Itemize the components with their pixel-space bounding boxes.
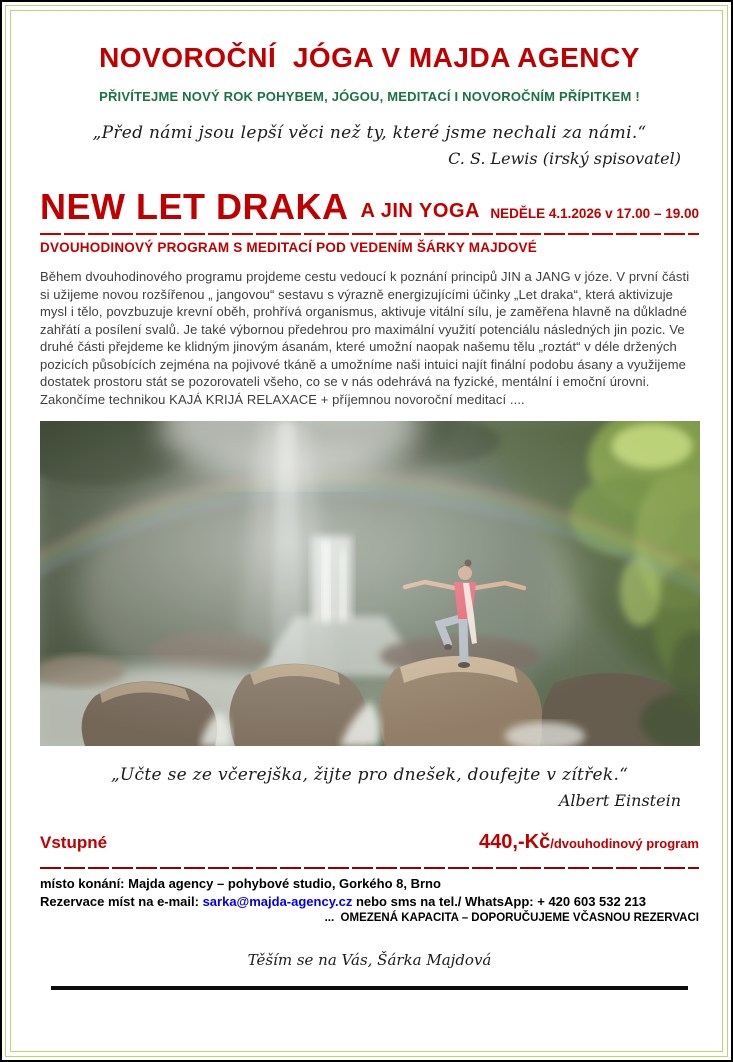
event-heading-row <box>40 186 699 227</box>
pricing-row <box>40 831 699 854</box>
event-subheading: DVOUHODINOVÝ PROGRAM S MEDITACÍ POD VEDENÍM ŠÁRKY MAJDOVÉ <box>40 240 537 255</box>
capacity-note: ... OMEZENÁ KAPACITA – DOPORUČUJEME VČASNOU REZERVACI <box>324 912 699 924</box>
venue-line <box>40 876 699 891</box>
divider-red <box>40 233 699 235</box>
bottom-rule <box>51 986 688 990</box>
event-datetime: NEDĚLE 4.1.2026 v 17.00 – 19.00 <box>490 206 699 221</box>
reservation-prefix: Rezervace míst na e-mail: <box>40 894 203 909</box>
pricing-label: Vstupné <box>40 833 108 852</box>
event-title-sub: A JIN YOGA <box>360 200 480 222</box>
page-title: NOVOROČNÍ JÓGA V MAJDA AGENCY <box>99 42 640 73</box>
quote-einstein-text: „Učte se ze včerejška, žijte pro dnešek, doufejte v zítřek.“ <box>110 765 629 785</box>
quote-lewis-author: C. S. Lewis (irský spisovatel) <box>448 149 681 168</box>
flyer-content <box>2 2 731 1060</box>
quote-lewis-text: „Před námi jsou lepší věci než ty, které jsme nechali za námi.“ <box>92 123 647 143</box>
pricing-suffix: /dvouhodinový program <box>550 836 699 851</box>
closing-signature: Těším se na Vás, Šárka Majdová <box>247 951 492 969</box>
venue-label: místo konání: <box>40 876 125 891</box>
event-title-main: NEW LET DRAKA <box>40 186 349 227</box>
reservation-email-link[interactable]: sarka@majda-agency.cz <box>202 894 353 909</box>
quote-einstein-author: Albert Einstein <box>558 791 681 810</box>
divider-dark-red <box>40 867 699 869</box>
page-subtitle: PŘIVÍTEJME NOVÝ ROK POHYBEM, JÓGOU, MEDITACÍ I NOVOROČNÍM PŘÍPITKEM ! <box>99 89 640 104</box>
pricing-amount: 440,-Kč <box>479 831 551 853</box>
venue-value: Majda agency – pohybové studio, Gorkého 8, Brno <box>124 876 441 891</box>
reservation-suffix: nebo sms na tel./ WhatsApp: + 420 603 532 213 <box>352 894 647 909</box>
event-description: Během dvouhodinového programu projdeme cestu vedoucí k poznání principů JIN a JANG v józe. V první části si užijeme novou rozšířenou „ jangovou“ sestavu s výrazně energizujícími účinky „Let draka“, která aktivizuje mysl i tělo, povzbuzuje krevní oběh, prohřívá organismus, aktivuje vitální sílu, je zaměřena hlavně na důkladné zahřátí a posílení svalů. Je také výbornou předehrou pro maximální využití potenciálu následných jin pozic. Ve druhé části přejdeme ke klidným jinovým ásanám, které umožní naopak našemu tělu „roztát“ v déle držených pozicích působících zejména na pojivové tkáně a umožníme naši intuici najít finální podobu ásany a využijeme dostatek prostoru stát se pozorovateli všeho, co se v nás odehrává na fyzické, mentální i emoční úrovni. Zakončíme technikou KAJÁ KRIJÁ RELAXACE + příjemnou novoroční meditací .... <box>40 269 690 407</box>
reservation-line <box>40 894 699 909</box>
event-photo <box>40 421 700 746</box>
